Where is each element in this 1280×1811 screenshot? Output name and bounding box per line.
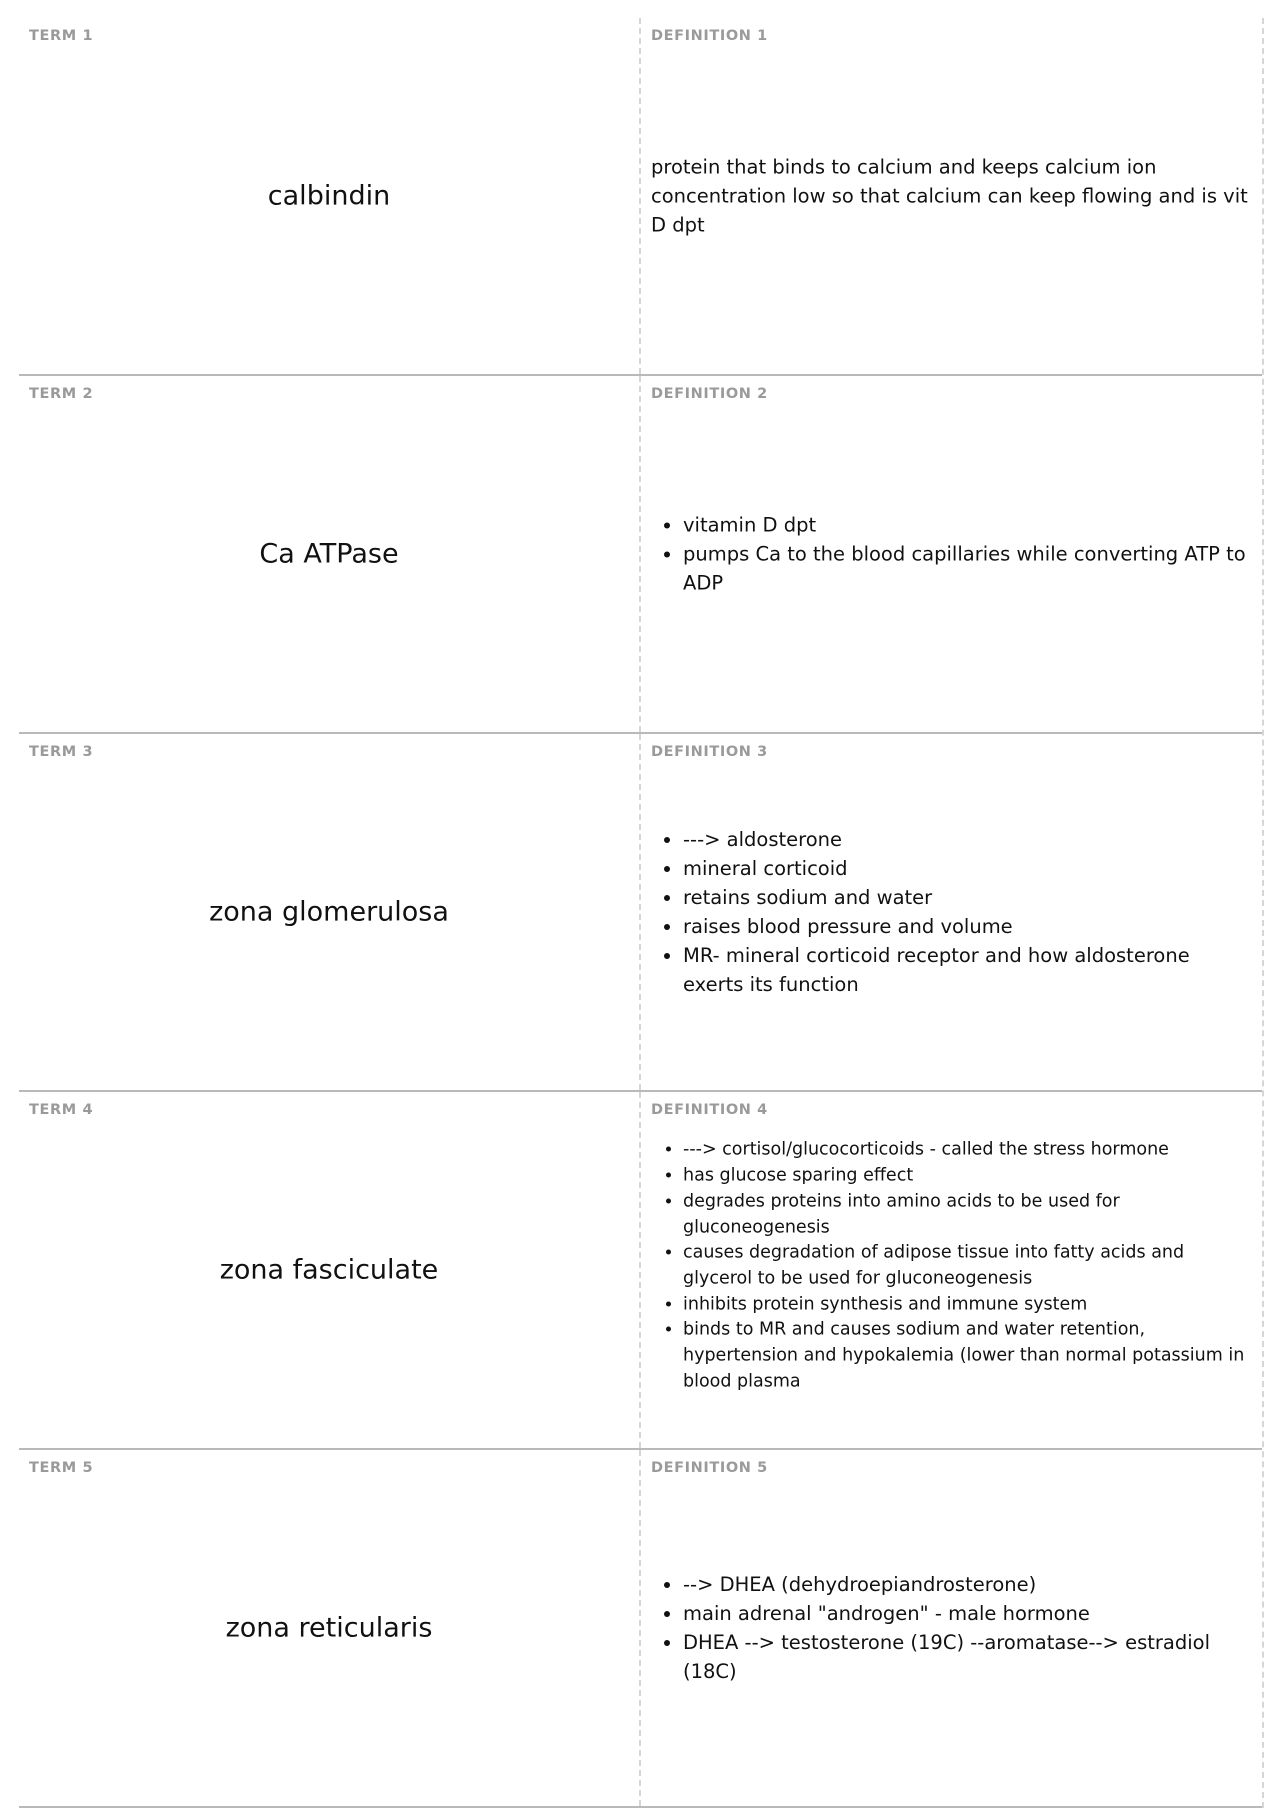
flashcard-sheet <box>19 18 1264 1808</box>
term-text: calbindin <box>267 180 391 212</box>
definition-list <box>651 1570 1248 1686</box>
definition-label: DEFINITION 3 <box>651 744 768 760</box>
definition-body <box>651 153 1248 240</box>
definition-label: DEFINITION 2 <box>651 386 768 402</box>
definition-list <box>651 511 1248 598</box>
definition-cell <box>641 734 1262 1090</box>
term-cell <box>19 1092 641 1448</box>
definition-bullet: • --> DHEA (dehydroepiandrosterone) <box>683 1570 1248 1599</box>
term-text: Ca ATPase <box>259 538 399 570</box>
definition-list <box>651 825 1248 999</box>
definition-text: protein that binds to calcium and keeps calcium ion concentration low so that calcium can keep flowing and is vit D dpt <box>651 155 1248 237</box>
definition-cell <box>641 18 1262 374</box>
definition-cell <box>641 376 1262 732</box>
term-cell <box>19 1450 641 1806</box>
definition-bullet: • binds to MR and causes sodium and water retention, hypertension and hypokalemia (lower than normal potassium in blood plasma <box>683 1318 1248 1395</box>
definition-body <box>651 511 1248 598</box>
term-text: zona fasciculate <box>219 1254 439 1286</box>
term-label: TERM 3 <box>29 744 94 760</box>
definition-bullet: • degrades proteins into amino acids to be used for gluconeogenesis <box>683 1189 1248 1240</box>
term-cell <box>19 18 641 374</box>
definition-body <box>651 825 1248 999</box>
definition-bullet: • DHEA --> testosterone (19C) --aromatase--> estradiol (18C) <box>683 1628 1248 1686</box>
term-label: TERM 5 <box>29 1460 94 1476</box>
flashcard-row <box>19 18 1262 376</box>
definition-bullet: • retains sodium and water <box>683 883 1248 912</box>
term-label: TERM 2 <box>29 386 94 402</box>
definition-label: DEFINITION 1 <box>651 28 768 44</box>
definition-bullet: • vitamin D dpt <box>683 511 1248 540</box>
definition-bullet: • causes degradation of adipose tissue into fatty acids and glycerol to be used for gluconeogenesis <box>683 1241 1248 1292</box>
definition-label: DEFINITION 5 <box>651 1460 768 1476</box>
flashcard-row <box>19 734 1262 1092</box>
term-text: zona reticularis <box>225 1612 433 1644</box>
definition-bullet: • ---> aldosterone <box>683 825 1248 854</box>
term-text: zona glomerulosa <box>209 896 449 928</box>
definition-cell <box>641 1092 1262 1448</box>
flashcard-row <box>19 1092 1262 1450</box>
definition-bullet: • has glucose sparing effect <box>683 1164 1248 1190</box>
flashcard-row <box>19 376 1262 734</box>
definition-bullet: • mineral corticoid <box>683 854 1248 883</box>
flashcard-row <box>19 1450 1262 1808</box>
definition-bullet: • inhibits protein synthesis and immune system <box>683 1292 1248 1318</box>
term-cell <box>19 734 641 1090</box>
term-cell <box>19 376 641 732</box>
definition-bullet: • raises blood pressure and volume <box>683 912 1248 941</box>
term-label: TERM 1 <box>29 28 94 44</box>
definition-bullet: • MR- mineral corticoid receptor and how aldosterone exerts its function <box>683 941 1248 999</box>
definition-bullet: • ---> cortisol/glucocorticoids - called the stress hormone <box>683 1138 1248 1164</box>
term-label: TERM 4 <box>29 1102 94 1118</box>
definition-bullet: • pumps Ca to the blood capillaries while converting ATP to ADP <box>683 540 1248 598</box>
definition-label: DEFINITION 4 <box>651 1102 768 1118</box>
definition-bullet: • main adrenal "androgen" - male hormone <box>683 1599 1248 1628</box>
definition-body <box>651 1570 1248 1686</box>
definition-body <box>651 1138 1248 1395</box>
definition-list <box>651 1138 1248 1395</box>
definition-cell <box>641 1450 1262 1806</box>
